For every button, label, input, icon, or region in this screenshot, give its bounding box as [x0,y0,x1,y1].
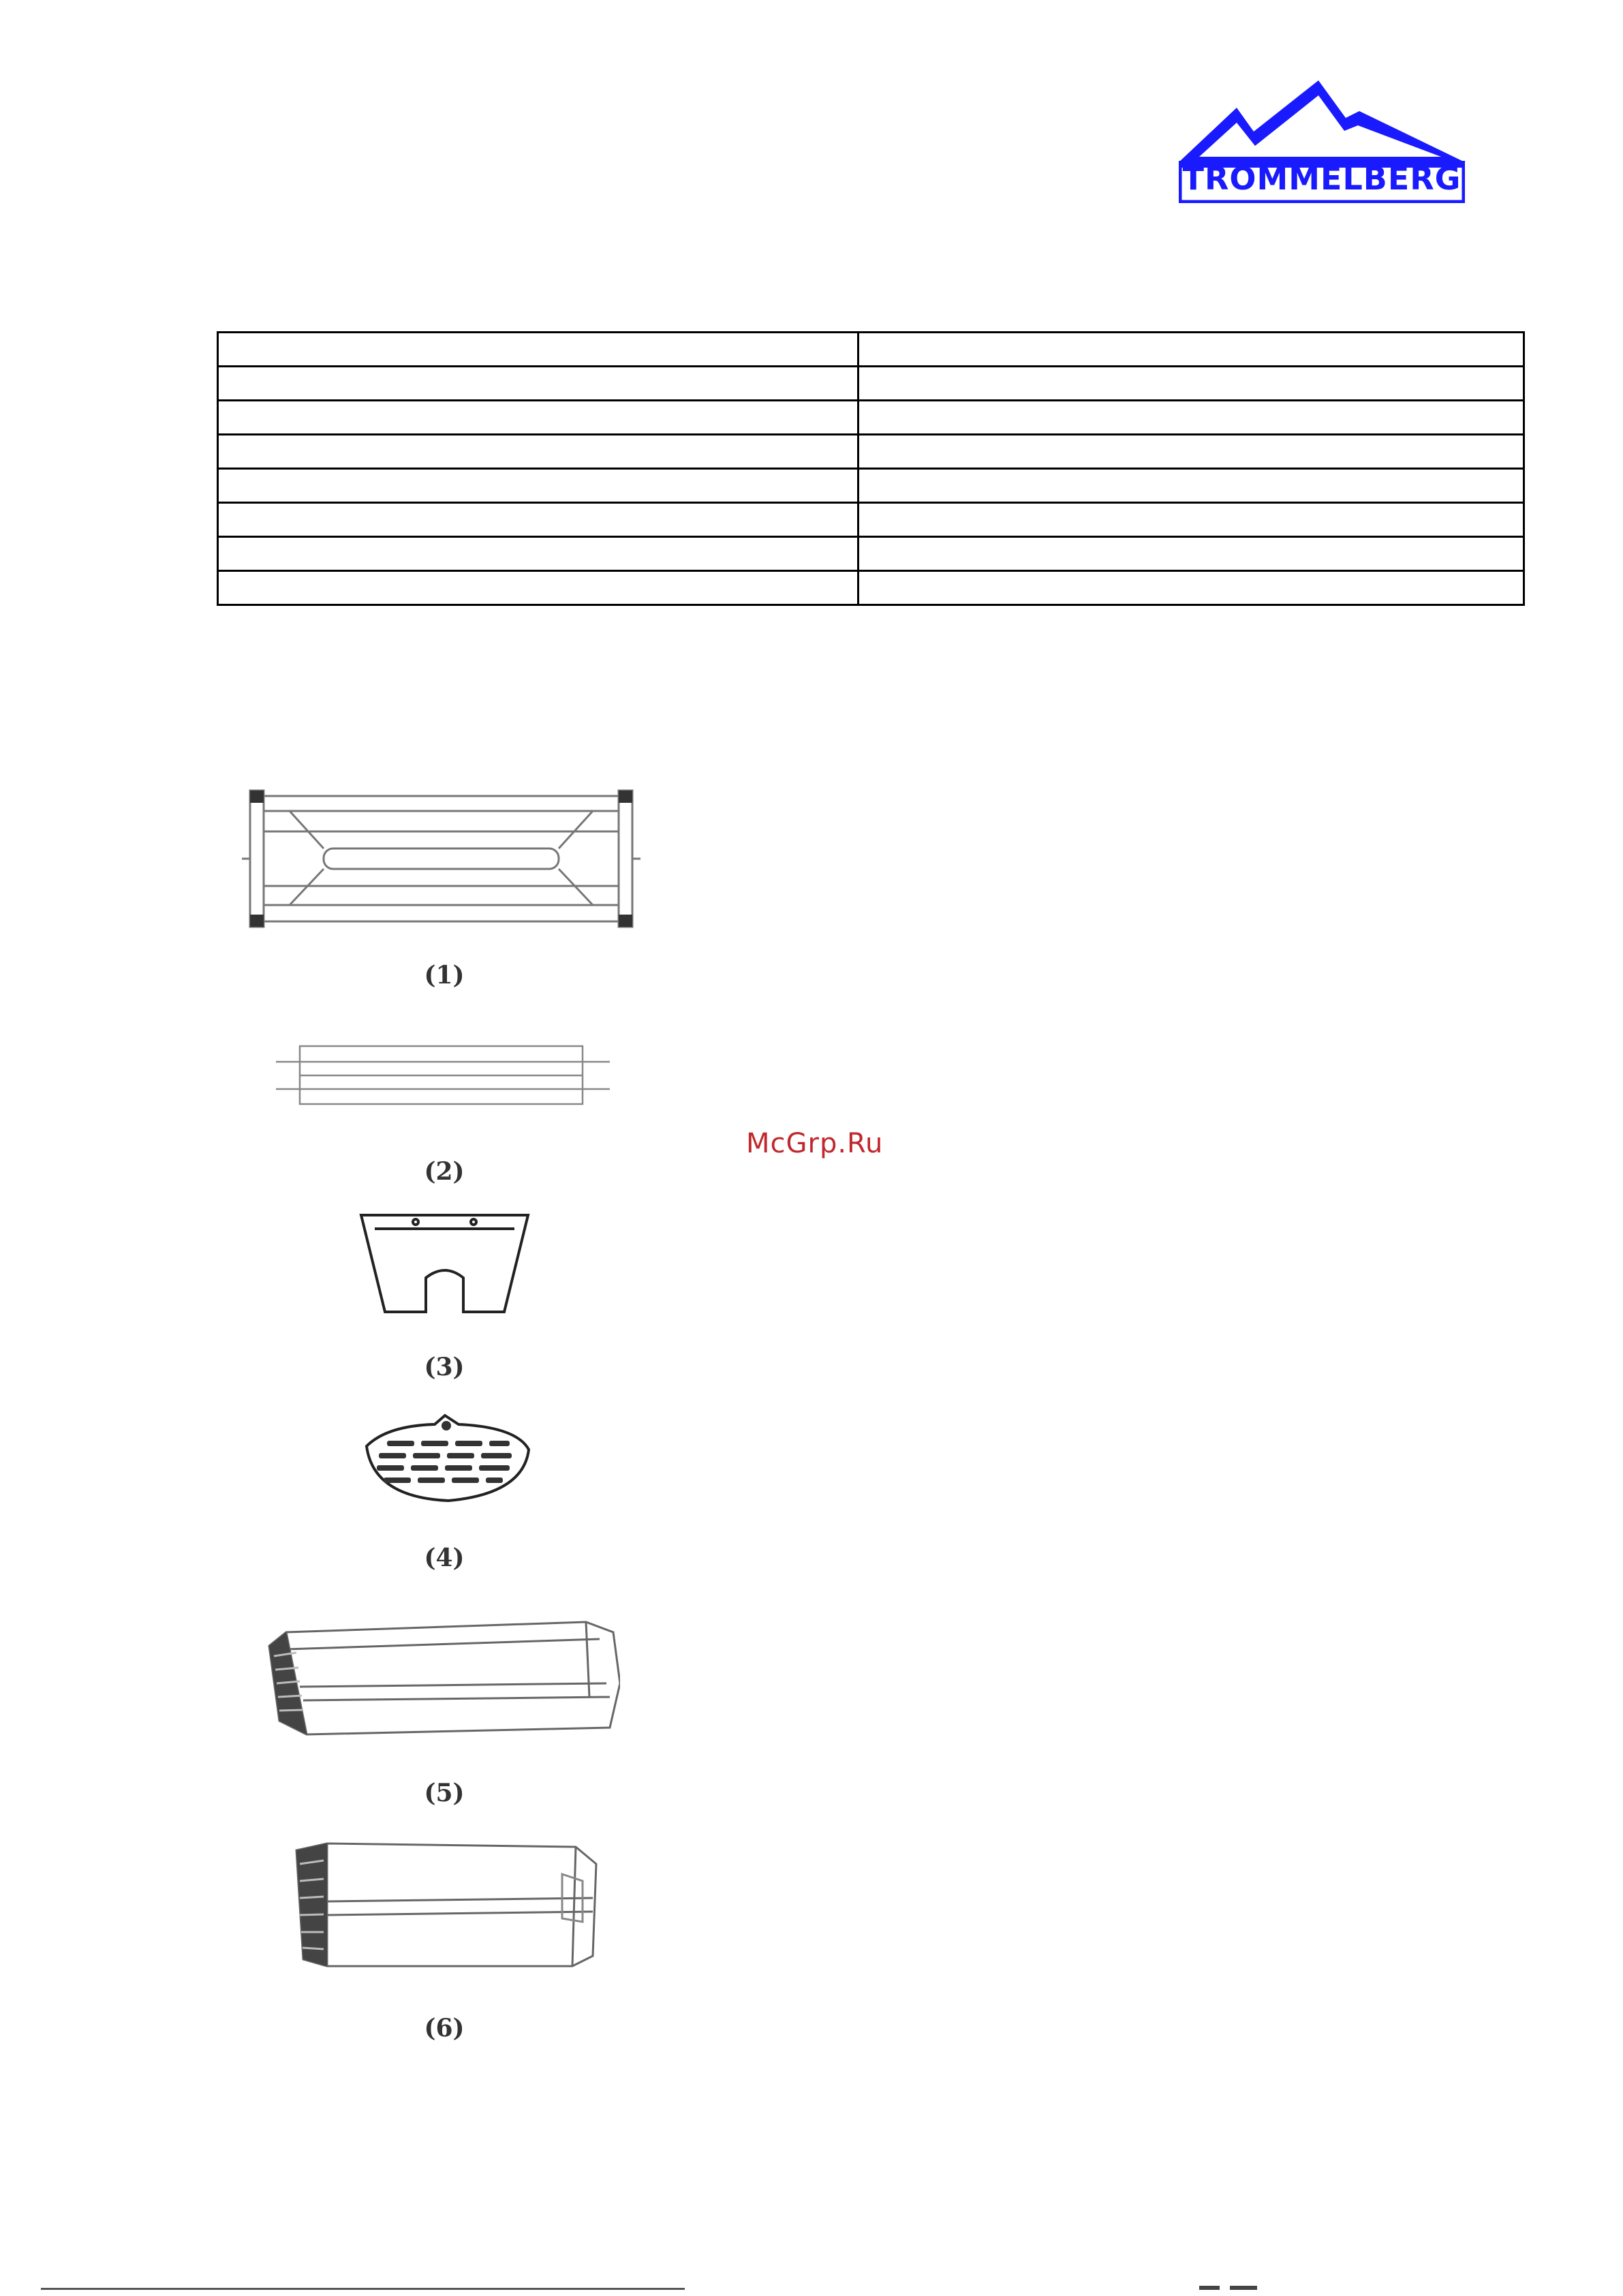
figure-caption: (1) [424,961,465,990]
footer-rule [41,2288,685,2290]
specification-table [217,331,1525,606]
logo-wordmark: TROMMELBERG [1182,160,1462,197]
table-cell [859,333,1524,367]
table-row [218,333,1524,367]
heater-front-view-icon [242,784,640,934]
figure-6 [293,1840,600,1972]
table-cell [218,367,859,401]
heater-tube-view-icon [276,1043,610,1107]
table-cell [859,435,1524,469]
table-cell [859,401,1524,435]
table-row [218,503,1524,537]
end-cap-grille-icon [360,1412,534,1504]
heater-perspective-view-icon [266,1619,620,1738]
table-row [218,367,1524,401]
figure-2 [276,1043,610,1110]
watermark-text: McGrp.Ru [746,1128,884,1159]
table-row [218,469,1524,503]
table-cell [218,503,859,537]
table-cell [859,503,1524,537]
figure-caption: (3) [424,1353,465,1381]
table-cell [218,469,859,503]
table-row [218,435,1524,469]
table-cell [859,367,1524,401]
mounting-bracket-icon [358,1210,531,1319]
figure-3 [358,1210,531,1321]
table-cell [218,401,859,435]
table-cell [218,435,859,469]
footer-mark-icon [1199,2284,1261,2291]
table-cell [859,537,1524,571]
figure-caption: (5) [424,1779,465,1807]
table-row [218,537,1524,571]
table-cell [218,333,859,367]
figure-caption: (4) [424,1544,465,1572]
trommelberg-logo [1179,80,1465,203]
table-cell [218,571,859,605]
figure-caption: (2) [424,1157,465,1186]
table-row [218,571,1524,605]
table-cell [218,537,859,571]
figure-1 [242,784,640,936]
heater-perspective-view-alt-icon [293,1840,600,1970]
figure-4 [360,1412,534,1507]
figure-5 [266,1619,620,1741]
figure-caption: (6) [424,2014,465,2042]
table-cell [859,571,1524,605]
table-row [218,401,1524,435]
table-cell [859,469,1524,503]
